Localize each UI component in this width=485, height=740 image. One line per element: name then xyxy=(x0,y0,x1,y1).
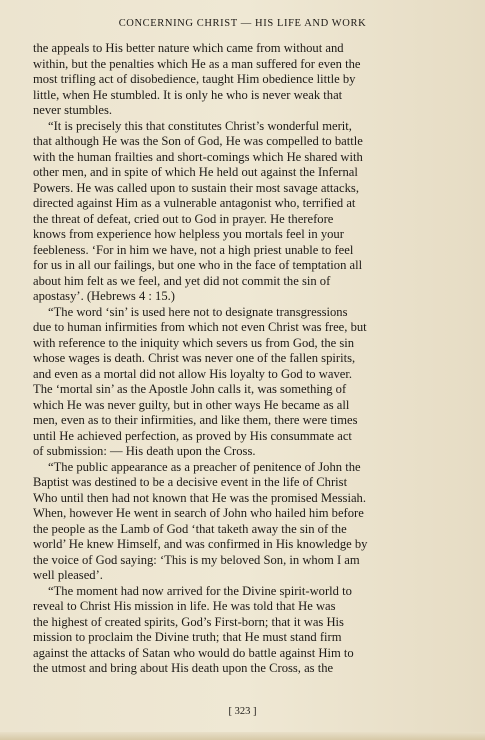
text-line: with the human frailties and short-comings which He shared with xyxy=(33,149,363,164)
text-line: the people as the Lamb of God ‘that taketh away the sin of the xyxy=(33,521,347,536)
text-line: feebleness. ‘For in him we have, not a high priest unable to feel xyxy=(33,242,354,257)
text-line: with reference to the iniquity which severs us from God, the sin xyxy=(33,335,355,350)
text-line: men, even as to their infirmities, and like them, there were times xyxy=(33,413,358,427)
text-line: apostasy’. (Hebrews 4 : 15.) xyxy=(33,289,175,303)
text-line: Who until then had not known that He was the promised Messiah. xyxy=(33,490,366,505)
text-line: the threat of defeat, cried out to God in prayer. He therefore xyxy=(33,211,334,226)
text-line: little, when He stumbled. It is only he who is never weak that xyxy=(33,87,343,102)
text-line: most trifling act of disobedience, taught Him obedience little by xyxy=(33,72,356,86)
text-line: that although He was the Son of God, He was compelled to battle xyxy=(33,134,363,148)
body-text xyxy=(33,41,470,677)
text-line: Baptist was destined to be a decisive event in the life of Christ xyxy=(33,475,348,489)
text-line: and even as a mortal did not allow His loyalty to God to waver. xyxy=(33,366,352,381)
paragraph-1 xyxy=(33,41,470,119)
paragraph-2 xyxy=(33,119,470,305)
text-line: whose wages is death. Christ was never one of the fallen spirits, xyxy=(33,351,356,365)
text-line: mission to proclaim the Divine truth; that He must stand firm xyxy=(33,630,342,644)
text-line: until He achieved perfection, as proved by His consummate act xyxy=(33,428,352,443)
paragraph-4 xyxy=(33,460,470,584)
text-line: reveal to Christ His mission in life. He was told that He was xyxy=(33,599,336,613)
text-line: “The word ‘sin’ is used here not to designate transgressions xyxy=(48,304,348,319)
text-line: never stumbles. xyxy=(33,103,113,117)
text-line: the appeals to His better nature which came from without and xyxy=(33,41,344,55)
text-line: which He was never guilty, but in other ways He became as all xyxy=(33,397,350,412)
text-line: the voice of God saying: ‘This is my beloved Son, in whom I am xyxy=(33,552,360,567)
paragraph-3 xyxy=(33,305,470,460)
text-line: about him felt as we feel, and yet did not commit the sin of xyxy=(33,273,331,288)
text-line: directed against Him as a vulnerable antagonist who, terrified at xyxy=(33,196,356,210)
text-line: “The moment had now arrived for the Divine spirit-world to xyxy=(48,583,352,598)
text-line: the utmost and bring about His death upon the Cross, as the xyxy=(33,661,334,675)
page-bottom-edge xyxy=(0,732,485,740)
page-number: [ 323 ] xyxy=(228,706,257,717)
text-line: due to human infirmities from which not even Christ was free, but xyxy=(33,320,367,334)
text-line: well pleased’. xyxy=(33,568,103,582)
running-head: CONCERNING CHRIST — HIS LIFE AND WORK xyxy=(118,18,367,29)
text-line: other men, and in spite of which He held out against the Infernal xyxy=(33,165,358,179)
text-line: Powers. He was called upon to sustain their most savage attacks, xyxy=(33,180,359,195)
text-line: of submission: — His death upon the Cross. xyxy=(33,444,256,458)
text-line: When, however He went in search of John who hailed him before xyxy=(33,506,364,520)
text-line: world’ He knew Himself, and was confirmed in His knowledge by xyxy=(33,537,368,551)
text-line: within, but the penalties which He as a man suffered for even the xyxy=(33,56,361,71)
paragraph-5 xyxy=(33,584,470,677)
text-line: The ‘mortal sin’ as the Apostle John calls it, was something of xyxy=(33,382,347,396)
text-line: “The public appearance as a preacher of penitence of John the xyxy=(48,459,361,474)
text-line: the highest of created spirits, God’s First-born; that it was His xyxy=(33,614,344,629)
text-line: for us in all our failings, but one who in the face of temptation all xyxy=(33,258,363,272)
text-line: “It is precisely this that constitutes Christ’s wonderful merit, xyxy=(48,118,352,133)
text-line: against the attacks of Satan who would do battle against Him to xyxy=(33,645,354,660)
text-line: knows from experience how helpless you mortals feel in your xyxy=(33,227,344,241)
